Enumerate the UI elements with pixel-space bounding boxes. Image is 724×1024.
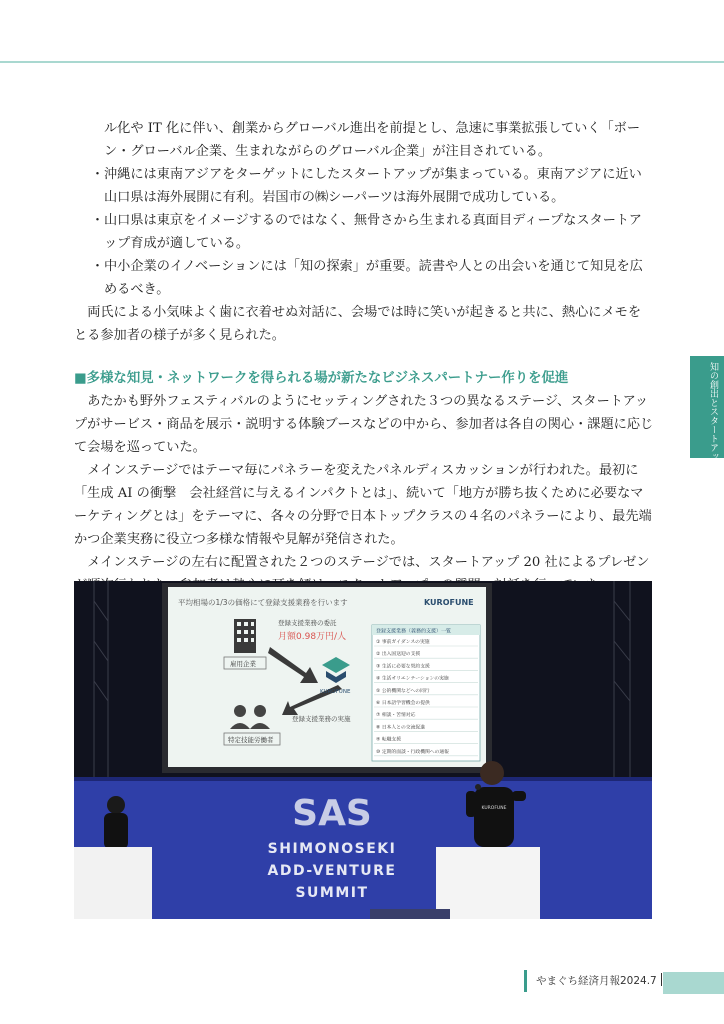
- paragraph-festival: あたかも野外フェスティバルのようにセッティングされた３つの異なるステージ、スタートアップがサービス・商品を展示・説明する体験ブースなどの中から、参加者は各自の関心・課題に応じて会場を巡っていた。: [74, 394, 654, 455]
- slide-list-item: ④ 生活オリエンテーションの実施: [376, 676, 449, 682]
- slide-list-item: ⑩ 定期的面談・行政機関への通報: [376, 749, 449, 755]
- stage-logo: SAS: [292, 793, 372, 834]
- slide-center-brand: KUROFUNE: [320, 689, 351, 695]
- slide-employer-label: 雇用企業: [230, 660, 256, 668]
- slide-support-label: 登録支援業務の実施: [292, 715, 351, 723]
- slide-list-item: ⑨ 転職支援: [376, 737, 402, 743]
- publication-name: やまぐち経済月報2024.7: [536, 975, 657, 987]
- bullet-innovation: ・中小企業のイノベーションには「知の探索」が重要。読書や人との出会いを通じて知見を広めるべき。: [90, 259, 643, 297]
- article-body: [74, 117, 654, 597]
- bullet-okinawa: ・沖縄には東南アジアをターゲットにしたスタートアップが集まっている。東南アジアに近い山口県は海外展開に有利。岩国市の㈱シーパーツは海外展開で成功している。: [90, 167, 642, 205]
- bullet-yamaguchi: ・山口県は東京をイメージするのではなく、無骨さから生まれる真面目ディープなスタートアップ育成が適している。: [90, 213, 642, 251]
- slide-list-item: ② 出入国送迎の支援: [376, 652, 421, 658]
- footer: [536, 973, 682, 988]
- slide-list-item: ⑦ 相談・苦情対応: [376, 713, 416, 719]
- stage-line-1: SHIMONOSEKI: [267, 841, 397, 857]
- podium: [436, 847, 540, 919]
- section-side-tab: 知の創出とスタートアップ企業支援・地域連携ビジネス: [690, 356, 724, 458]
- paragraph-side-stages: メインステージの左右に配置された２つのステージでは、スタートアップ 20 社によるプレゼン: [87, 555, 650, 570]
- slide-list-title: 登録支援業務（義務的支援）一覧: [376, 628, 452, 635]
- slide-list-item: ⑧ 日本人との交流促進: [376, 725, 425, 731]
- slide-fee: 月額0.98万円/人: [278, 632, 347, 642]
- footer-divider: [661, 973, 662, 986]
- footer-accent-block: [663, 972, 724, 994]
- paragraph-main-stage: メインステージではテーマ毎にパネラーを変えたパネルディスカッションが行われた。最初に「生成 AI の衝撃 会社経営に与えるインパクトとは」、続いて「地方が勝ち抜くために必要なマーケティングとは」をテーマに、各々の分野で日本トップクラスの４名のパネラーにより、最先端かつ企業実務に役立つ多様な情報や見解が発信された。: [74, 463, 652, 547]
- slide-list-item: ③ 生活に必要な契約支援: [376, 664, 430, 670]
- header-rule: [0, 61, 724, 63]
- stage-line-2: ADD-VENTURE: [267, 863, 397, 879]
- section-heading: ■多様な知見・ネットワークを得られる場が新たなビジネスパートナー作りを促進: [74, 371, 569, 386]
- slide-list-item: ① 事前ガイダンスの実施: [376, 640, 430, 645]
- paragraph-continued: ル化や IT 化に伴い、創業からグローバル進出を前提とし、急速に事業拡張していく「ボーン・グローバル企業、生まれながらのグローバル企業」が注目されている。: [104, 121, 641, 159]
- footer-rule: [524, 970, 527, 992]
- speaker-shirt-text: KUROFUNE: [481, 806, 507, 811]
- slide-list-item: ⑥ 日本語学習機会の提供: [376, 701, 430, 706]
- stage-line-3: SUMMIT: [295, 885, 369, 901]
- slide-list-item: ⑤ 公的機関などへの同行: [376, 688, 430, 694]
- event-photo: [74, 581, 652, 919]
- slide-worker-label: 特定技能労働者: [228, 736, 274, 744]
- paragraph-dialogue: 両氏による小気味よく歯に衣着せぬ対話に、会場では時に笑いが起きると共に、熱心にメモをとる参加者の様子が多く見られた。: [74, 305, 642, 343]
- building-icon: [234, 619, 256, 653]
- slide-fee-label: 登録支援業務の委託: [278, 619, 337, 627]
- slide-brand: KUROFUNE: [424, 598, 474, 607]
- slide-title: 平均相場の1/3の価格にて登録支援業務を行います: [178, 598, 348, 607]
